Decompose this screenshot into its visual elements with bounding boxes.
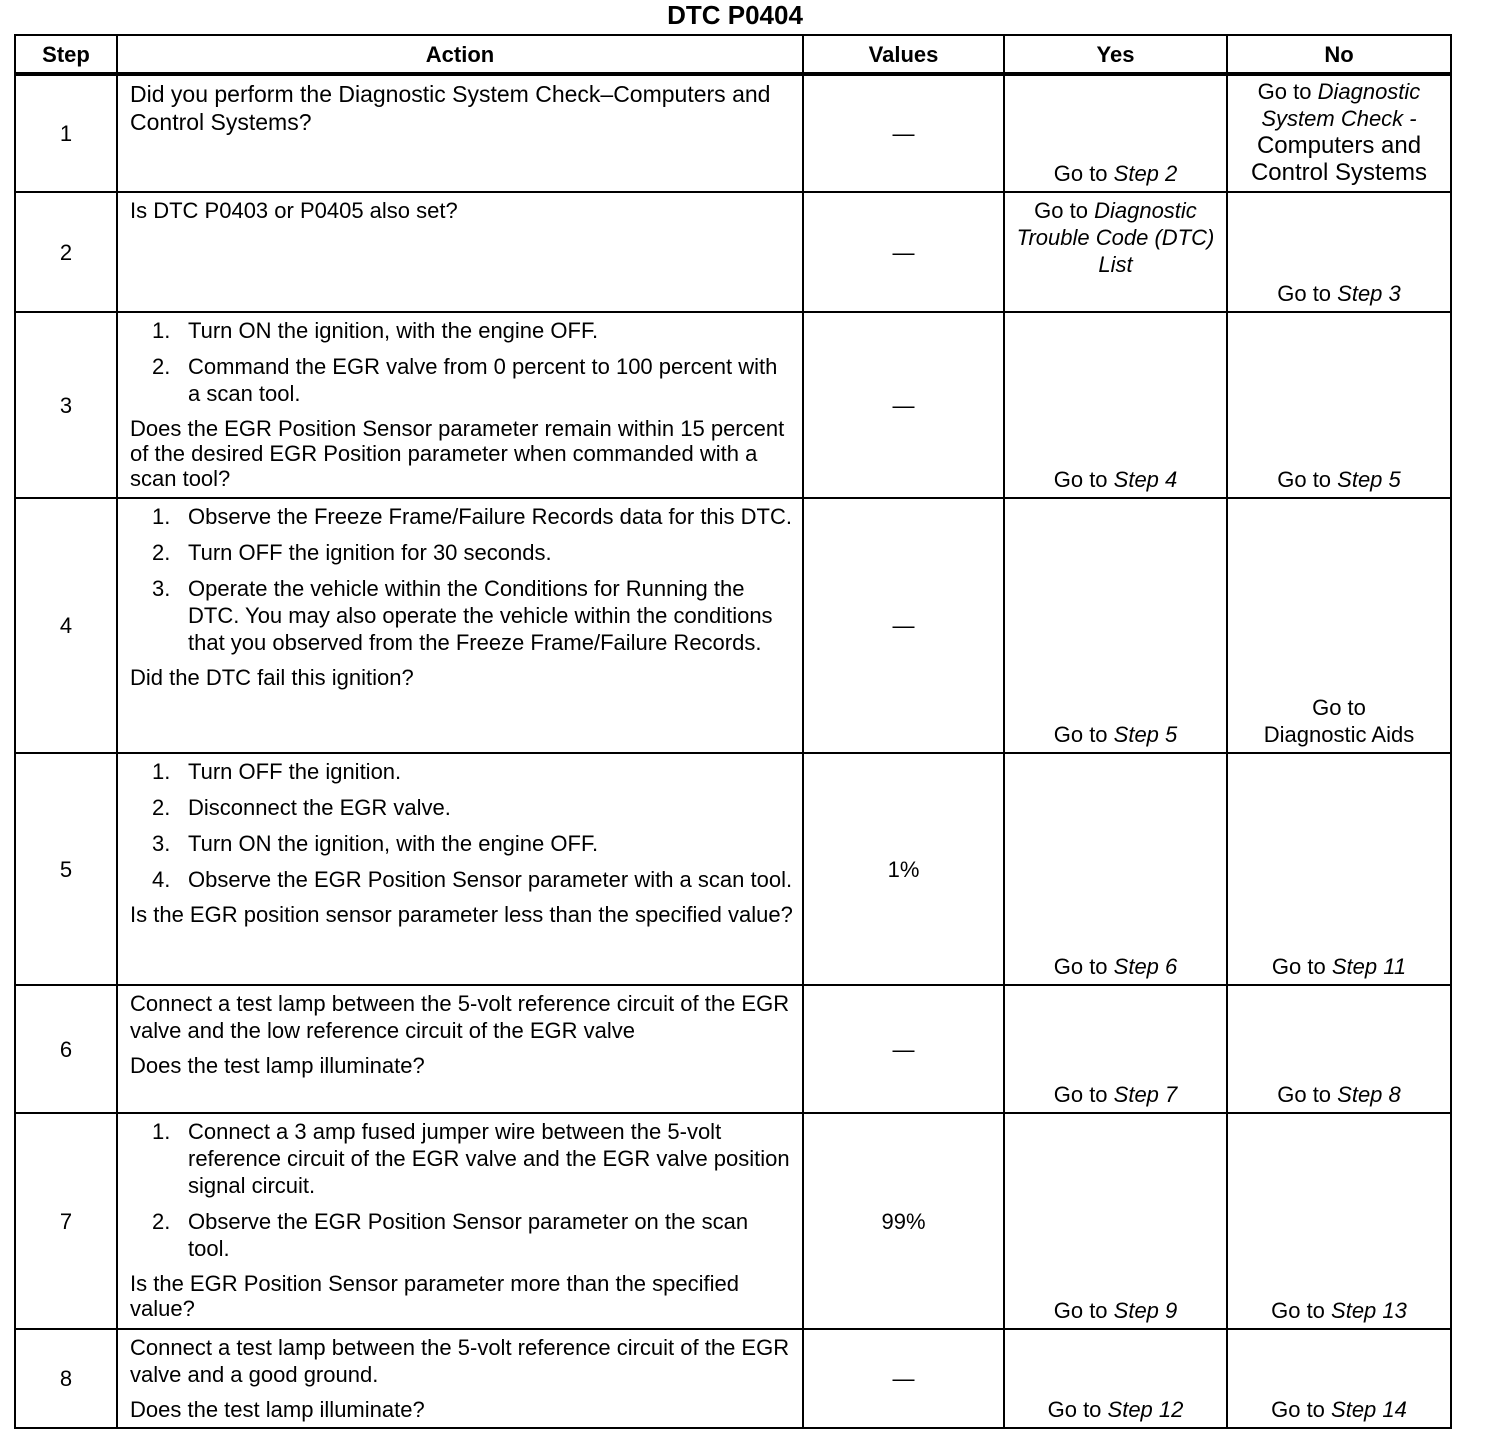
value-cell: — [803,498,1004,753]
list-item: 2. Disconnect the EGR valve. [152,795,451,820]
no-ref: Step 13 [1331,1298,1407,1323]
dtc-table [14,34,1452,1429]
yes-ref: Step 4 [1113,467,1178,492]
action-cell [117,1113,803,1329]
yes-prefix: Go to [1053,1082,1114,1107]
action-cell [117,1329,803,1428]
no-cell [1227,1329,1451,1428]
no-prefix: Go to [1271,1397,1332,1422]
table-row [15,498,1451,753]
yes-prefix: Go to [1053,954,1114,979]
no-suffix: Computers and Control Systems [1250,132,1428,186]
table-row [15,753,1451,985]
no-ref: Step 14 [1331,1397,1407,1422]
yes-prefix: Go to [1053,467,1114,492]
table-row [15,1113,1451,1329]
yes-cell [1004,985,1227,1113]
no-prefix: Go to [1271,954,1332,979]
no-cell [1227,192,1451,312]
value-cell: 1% [803,753,1004,985]
table-row [15,1329,1451,1428]
no-cell [1227,753,1451,985]
action-text: Connect a test lamp between the 5-volt reference circuit of the EGR valve and the low reference circuit of the EGR valve [130,991,790,1043]
page-title: DTC P0404 [667,0,803,30]
yes-prefix: Go to [1053,722,1114,747]
yes-ref: Step 6 [1113,954,1178,979]
action-text: Is DTC P0403 or P0405 also set? [130,198,458,223]
no-ref: Diagnostic System Check - [1261,79,1421,131]
no-text: Go to Diagnostic Aids [1263,695,1415,747]
no-ref: Step 5 [1337,467,1401,492]
yes-ref: Step 5 [1113,722,1178,747]
action-question: Is the EGR Position Sensor parameter more than the specified value? [130,1271,739,1321]
yes-cell [1004,312,1227,498]
no-ref: Step 11 [1331,954,1407,979]
no-cell [1227,498,1451,753]
action-text: Did you perform the Diagnostic System Check–Computers and Control Systems? [130,81,771,135]
list-item: 4. Observe the EGR Position Sensor parameter with a scan tool. [152,867,793,892]
action-cell [117,312,803,498]
step-number: 5 [15,753,117,985]
action-cell [117,192,803,312]
no-prefix: Go to [1271,1298,1332,1323]
list-item: 1. Turn OFF the ignition. [152,759,402,784]
action-cell [117,498,803,753]
header-step: Step [15,35,117,74]
yes-cell [1004,74,1227,192]
value-cell: 99% [803,1113,1004,1329]
yes-cell [1004,192,1227,312]
list-item: 3. Operate the vehicle within the Conditions for Running the DTC. You may also operate the vehicle within the conditions that you observed from the Freeze Frame/Failure Records. [152,576,773,655]
no-cell [1227,312,1451,498]
action-question: Is the EGR position sensor parameter less than the specified value? [130,902,793,927]
step-number: 1 [15,74,117,192]
no-cell [1227,1113,1451,1329]
value-cell: — [803,192,1004,312]
yes-ref: Diagnostic Trouble Code (DTC) List [1016,198,1215,277]
yes-prefix: Go to [1053,161,1114,186]
yes-ref: Step 2 [1113,161,1178,186]
table-row [15,192,1451,312]
step-number: 3 [15,312,117,498]
yes-ref: Step 9 [1113,1298,1178,1323]
action-cell [117,74,803,192]
no-ref: Step 3 [1337,281,1401,306]
value-cell: — [803,312,1004,498]
value-cell: — [803,74,1004,192]
no-prefix: Go to [1277,1082,1338,1107]
yes-cell [1004,753,1227,985]
list-item: 1. Connect a 3 amp fused jumper wire between the 5-volt reference circuit of the EGR valve and the EGR valve position signal circuit. [152,1119,790,1198]
header-no: No [1227,35,1451,74]
header-action: Action [117,35,803,74]
header-row [15,35,1451,74]
action-question: Did the DTC fail this ignition? [130,665,414,690]
yes-prefix: Go to [1047,1397,1108,1422]
value-cell: — [803,1329,1004,1428]
list-item: 2. Observe the EGR Position Sensor parameter on the scan tool. [152,1209,749,1261]
action-question: Does the EGR Position Sensor parameter remain within 15 percent of the desired EGR Position parameter when commanded with a scan tool? [130,416,785,491]
step-number: 8 [15,1329,117,1428]
list-item: 3. Turn ON the ignition, with the engine OFF. [152,831,599,856]
list-item: 1. Turn ON the ignition, with the engine OFF. [152,318,599,343]
yes-cell [1004,1329,1227,1428]
list-item: 2. Turn OFF the ignition for 30 seconds. [152,540,552,565]
list-item: 1. Observe the Freeze Frame/Failure Records data for this DTC. [152,504,792,529]
header-yes: Yes [1004,35,1227,74]
no-prefix: Go to [1277,281,1338,306]
yes-ref: Step 7 [1113,1082,1178,1107]
no-cell [1227,74,1451,192]
no-ref: Step 8 [1337,1082,1401,1107]
action-question: Does the test lamp illuminate? [130,1397,425,1422]
step-number: 6 [15,985,117,1113]
step-number: 7 [15,1113,117,1329]
action-question: Does the test lamp illuminate? [130,1053,425,1078]
yes-prefix: Go to [1053,1298,1114,1323]
table-row [15,312,1451,498]
list-item: 2. Command the EGR valve from 0 percent to 100 percent with a scan tool. [152,354,778,406]
step-number: 2 [15,192,117,312]
no-prefix: Go to [1257,79,1318,104]
action-cell [117,985,803,1113]
table-row [15,985,1451,1113]
no-prefix: Go to [1277,467,1338,492]
action-cell [117,753,803,985]
yes-cell [1004,1113,1227,1329]
yes-ref: Step 12 [1107,1397,1184,1422]
header-values: Values [803,35,1004,74]
table-row [15,74,1451,192]
yes-cell [1004,498,1227,753]
step-number: 4 [15,498,117,753]
yes-prefix: Go to [1034,198,1095,223]
value-cell: — [803,985,1004,1113]
action-text: Connect a test lamp between the 5-volt reference circuit of the EGR valve and a good ground. [130,1335,790,1387]
no-cell [1227,985,1451,1113]
